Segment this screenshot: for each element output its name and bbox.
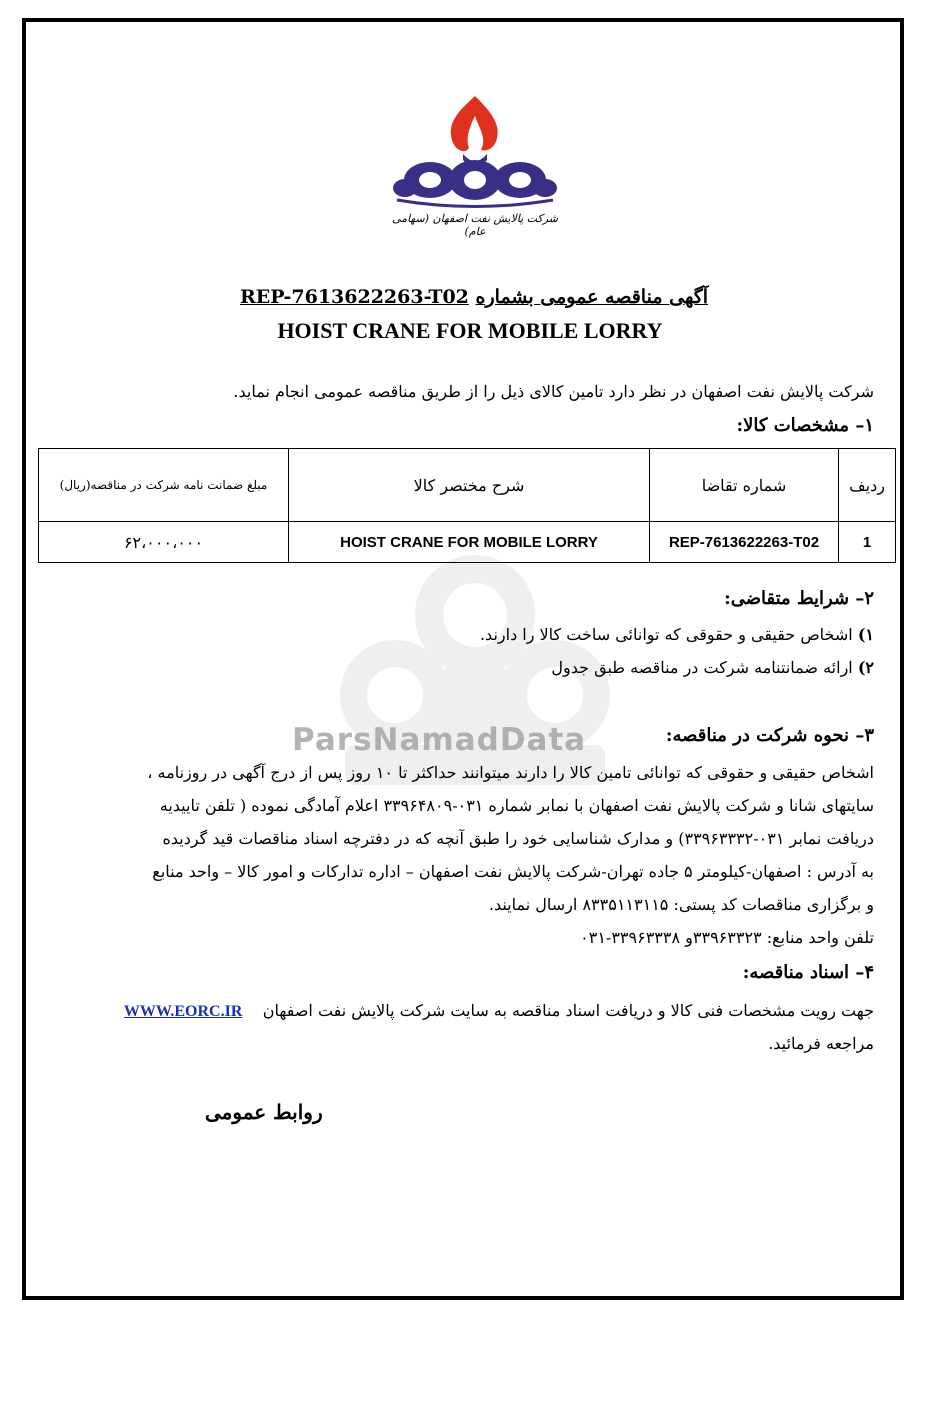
tender-reference: REP-7613622263-T02 [239,286,469,308]
section3-line: به آدرس : اصفهان-کیلومتر ۵ جاده تهران-شرکت پالایش نفت اصفهان – اداره تدارکات و امور کالا – واحد منابع [152,862,874,881]
section3-line: سایتهای شانا و شرکت پالایش نفت اصفهان با نمابر شماره ۰۳۱-۳۳۹۶۴۸۰۹ اعلام آمادگی نموده ( تلفن تاییدیه [159,796,874,815]
table-row [39,522,896,563]
tender-title-en: HOIST CRANE FOR MOBILE LORRY [277,318,663,343]
cell-guarantee-amount: ۶۲،۰۰۰،۰۰۰ [39,522,289,563]
item-text: ارائه ضمانتنامه شرکت در مناقصه طبق جدول [551,658,853,677]
section4-text2: مراجعه فرمائید. [768,1034,874,1053]
header-row-number: ردیف [839,449,896,522]
section3-line: اشخاص حقیقی و حقوقی که توانائی تامین کالا را دارند میتوانند حداکثر تا ۱۰ روز پس از درج آگهی در روزنامه ، [147,763,874,782]
section3-line: و برگزاری مناقصات کد پستی: ۸۳۳۵۱۱۳۱۱۵ ارسال نمایند. [488,895,874,914]
section4-body: جهت رویت مشخصات فنی کالا و دریافت اسناد مناقصه به سایت شرکت پالایش نفت اصفهان [262,1001,874,1020]
item-text: اشخاص حقیقی و حقوقی که توانائی ساخت کالا را دارند. [479,625,853,644]
item-number: ۱) [857,625,874,644]
cell-description: HOIST CRANE FOR MOBILE LORRY [289,522,650,563]
logo-caption: شرکت پالایش نفت اصفهان (سهامی عام) [392,212,558,238]
intro-text: شرکت پالایش نفت اصفهان در نظر دارد تامین کالای ذیل را از طریق مناقصه عمومی انجام نماید. [233,382,874,401]
item-number: ۲) [857,658,874,677]
section2-item [480,618,874,651]
section4-text [124,994,874,1028]
table-header-row [39,449,896,522]
watermark-text: ParsNamadData [292,722,587,758]
section2-heading: ۲– شرایط متقاضی: [724,588,874,609]
cell-row-number: 1 [839,522,896,563]
header-guarantee-amount: مبلغ ضمانت نامه شرکت در مناقصه(ریال) [39,449,289,522]
goods-spec-table [38,448,896,563]
cell-request-number: REP-7613622263-T02 [650,522,839,563]
section3-line: دریافت نمابر ۰۳۱-۳۳۹۶۳۳۳۲) و مدارک شناسایی خود را طبق آنچه که در دفترچه اسناد مناقصات قید گردیده [162,829,874,848]
section4-heading: ۴– اسناد مناقصه: [742,962,874,983]
section2-item [551,651,874,684]
eorc-website-link[interactable]: WWW.EORC.IR [123,1003,243,1020]
section1-heading: ۱– مشخصات کالا: [736,415,874,436]
header-request-number: شماره تقاضا [650,449,839,522]
section3-line: تلفن واحد منابع: ۳۳۹۶۳۳۲۳و ۳۳۹۶۳۳۳۸-۰۳۱ [580,928,874,947]
section3-heading: ۳– نحوه شرکت در مناقصه: [665,725,874,746]
header-description: شرح مختصر کالا [289,449,650,522]
tender-title-fa: آگهی مناقصه عمومی بشماره [475,286,709,308]
tender-title [0,286,940,308]
signature: روابط عمومی [205,1100,323,1124]
